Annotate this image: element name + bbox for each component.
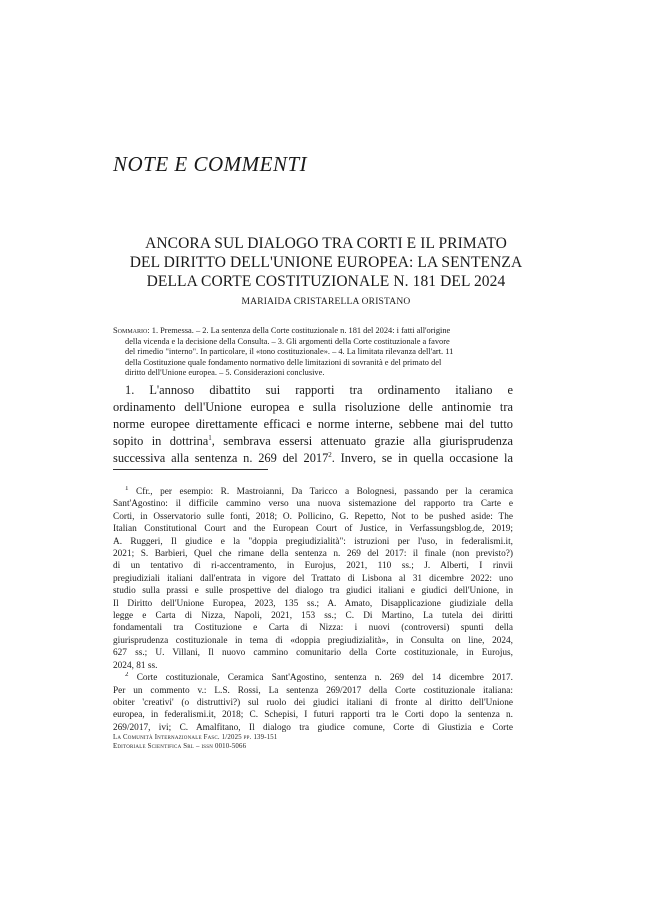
footnote-mark: 2 bbox=[125, 672, 129, 678]
footnote-line: legge e Carta di Nizza, Napoli, 2021, 153 ss.; C. Di Martino, La tutela dei diritti bbox=[113, 611, 513, 622]
title-line: DEL DIRITTO DELL'UNIONE EUROPEA: LA SENTENZA bbox=[129, 254, 523, 271]
body-paragraph bbox=[113, 382, 513, 467]
footnote-line: di un tentativo di ri-accentramento, in Eurojus, 2021, 110 ss.; J. Alberti, I rinvii bbox=[113, 561, 513, 572]
footnote-line: europea, in federalismi.it, 2018; C. Schepisi, I futuri rapporti tra le Corti dopo la sentenza n. bbox=[113, 710, 513, 721]
footnote-line: Sant'Agostino: il difficile cammino verso una nuova sistemazione del rapporto tra Carte e bbox=[113, 499, 513, 510]
body-text-segment: . Invero, se in quella occasione la bbox=[331, 451, 513, 465]
body-text-segment: successiva alla sentenza n. 269 del 2017 bbox=[113, 451, 329, 465]
footnote-line: studio sulla prassi e sulle prospettive del dialogo tra giudici italiani e giudici dell'Unione, in bbox=[113, 586, 513, 597]
footnote-line: Italian Constitutional Court and the European Court of Justice, in Verfassungsblog.de, 2019; bbox=[113, 524, 513, 535]
summary-text: 1. Premessa. – 2. La sentenza della Corte costituzionale n. 181 del 2024: i fatti all'origine bbox=[151, 326, 451, 335]
body-line: 1. L'annoso dibattito sui rapporti tra ordinamento italiano e bbox=[125, 383, 513, 397]
summary-line: del rimedio "interno". In particolare, il «tono costituzionale». – 4. La limitata rilevanza dell'art. 11 bbox=[125, 347, 454, 357]
footnote-line: Il Diritto dell'Unione Europea, 2023, 135 ss.; A. Amato, Disapplicazione giudiziale della bbox=[113, 598, 513, 609]
body-line: ordinamento dell'Unione europea e sulla risoluzione delle antinomie tra bbox=[113, 400, 513, 414]
summary-line: della Costituzione quale fondamento normativo delle limitazioni di sovranità e del primato del bbox=[125, 357, 442, 367]
footnote-line: A. Ruggeri, Il giudice e la "doppia pregiudizialità": istruzioni per l'uso, in federalismi.it, bbox=[113, 536, 513, 547]
footnote-text: Cfr., per esempio: R. Mastroianni, Da Taricco a Bolognesi, passando per la ceramica bbox=[136, 487, 513, 497]
footnote-line: Per un commento v.: L.S. Rossi, La sentenza 269/2017 della Corte costituzionale italiana: bbox=[113, 685, 513, 696]
footnote-line: 627 ss.; U. Villani, Il nuovo cammino comunitario della Corte costituzionale, in Eurojus, bbox=[113, 648, 513, 659]
footnote-text: Corte costituzionale, Ceramica Sant'Agostino, sentenza n. 269 del 14 dicembre 2017. bbox=[136, 673, 513, 684]
footnote-line: 2024, 81 ss. bbox=[113, 660, 158, 671]
summary-block bbox=[113, 326, 513, 379]
footnotes-block bbox=[113, 486, 513, 734]
journal-info: La Comunità Internazionale Fasc. 1/2025 pp. 139-151 bbox=[113, 734, 278, 741]
footnote-line: 269/2017, ivi; C. Amalfitano, Il dialogo tra giudice comune, Corte di Giustizia e Corte bbox=[113, 722, 513, 733]
title-line: DELLA CORTE COSTITUZIONALE N. 181 DEL 2024 bbox=[146, 273, 506, 290]
footnote-ref[interactable]: 1 bbox=[208, 433, 212, 442]
footnote-line: fondamentali tra Costituzione e Carta di Nizza: i nuovi (controversi) spunti della bbox=[113, 623, 513, 634]
article-title bbox=[100, 234, 552, 291]
footnote-separator bbox=[113, 469, 268, 470]
footnote-line: obiter 'creativi' (o distruttivi?) sul ruolo dei giudici italiani di fronte al diritto dell'Unione bbox=[113, 697, 513, 708]
summary-line: della vicenda e la decisione della Consulta. – 3. Gli argomenti della Corte costituzionale a favore bbox=[125, 336, 450, 346]
footnote-line: pregiudiziali italiani dall'entrata in vigore del Trattato di Lisbona al 31 dicembre 2022: uno bbox=[113, 573, 513, 584]
footnote-line bbox=[113, 486, 513, 498]
publisher-info: Editoriale Scientifica Srl – issn 0010-5066 bbox=[113, 743, 247, 750]
summary-line: diritto dell'Unione europea. – 5. Considerazioni conclusive. bbox=[125, 368, 325, 378]
footnote-line: Corti, in Osservatorio sulle fonti, 2018; O. Pollicino, G. Repetto, Not to be pushed aside: The bbox=[113, 511, 513, 522]
title-line: ANCORA SUL DIALOGO TRA CORTI E IL PRIMATO bbox=[145, 235, 507, 252]
footnote-mark: 1 bbox=[125, 486, 129, 492]
page-footer bbox=[113, 733, 278, 751]
author-name: MARIAIDA CRISTARELLA ORISTANO bbox=[241, 297, 411, 307]
body-line bbox=[113, 450, 513, 467]
section-heading: NOTE E COMMENTI bbox=[113, 152, 308, 176]
summary-label: Sommario: bbox=[113, 326, 150, 335]
body-line bbox=[113, 433, 513, 450]
footnote-line: 2021; S. Barbieri, Quel che rimane della sentenza n. 269 del 2017: il finale (non previsto?) bbox=[113, 549, 513, 560]
footnote-line: giurisprudenza costituzionale in tema di «doppia pregiudizialità», in Consulta on line, 2024, bbox=[113, 635, 513, 646]
body-text-segment: sopito in dottrina bbox=[113, 434, 209, 448]
body-line: norme europee direttamente efficaci e norme interne, sebbene mai del tutto bbox=[113, 417, 513, 431]
footnote-line bbox=[113, 672, 513, 684]
body-text-segment: , sembrava essersi attenuato grazie alla giurisprudenza bbox=[211, 434, 513, 448]
summary-line bbox=[113, 326, 513, 337]
footnote-ref[interactable]: 2 bbox=[328, 450, 332, 459]
